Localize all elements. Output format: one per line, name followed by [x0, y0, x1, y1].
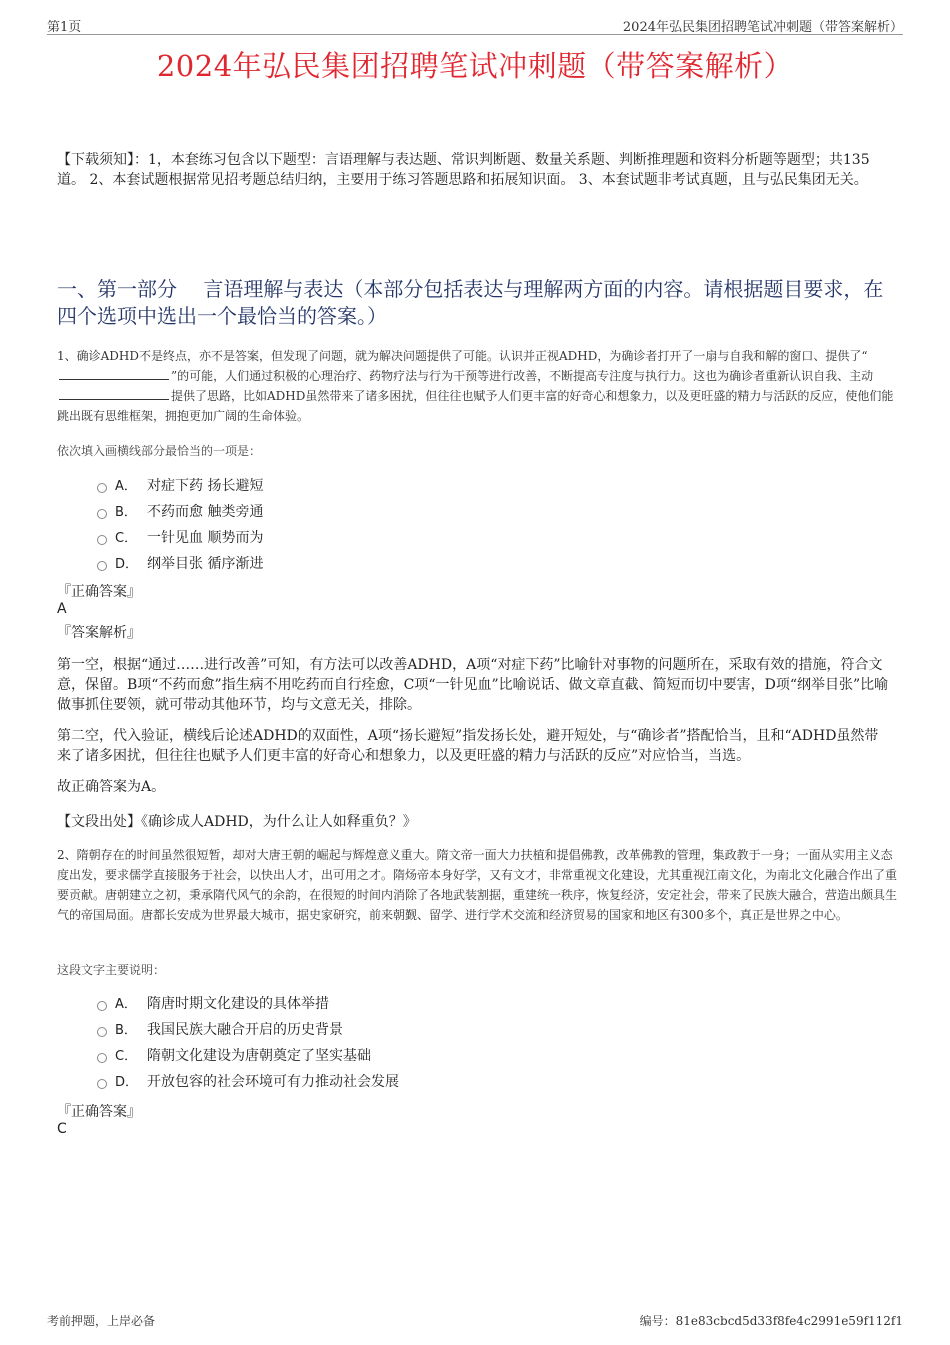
option-a[interactable]: A． 隋唐时期文化建设的具体举措	[97, 991, 399, 1017]
option-a[interactable]: A． 对症下药 扬长避短	[97, 473, 263, 499]
blank-line	[59, 367, 169, 380]
download-notice: 【下载须知】：1，本套练习包含以下题型：言语理解与表达题、常识判断题、数量关系题、判断推理题和资料分析题等题型；共135道。 2、本套试题根据常见招考题总结归纳，主要用于练习答题思路和拓展知识面。 3、本套试题非考试真题，且与弘民集团无关。	[57, 152, 870, 188]
analysis-label: 『答案解析』	[57, 625, 141, 641]
radio-icon[interactable]	[97, 1027, 107, 1037]
correct-answer-value: A	[57, 601, 67, 617]
page-footer	[47, 1312, 903, 1330]
question-2-options	[97, 991, 399, 1095]
question-2-prompt: 这段文字主要说明：	[57, 963, 166, 977]
option-d[interactable]: D． 开放包容的社会环境可有力推动社会发展	[97, 1069, 399, 1095]
analysis-paragraph-1: 第一空，根据“通过……进行改善”可知，有方法可以改善ADHD，A项“对症下药”比喻针对事物的问题所在，采取有效的措施，符合文意，保留。B项“不药而愈”指生病不用吃药而自行痊愈，C项“一针见血”比喻说话、做文章直截、简短而切中要害，D项“纲举目张”比喻做事抓住要领，就可带动其他环节，均与文意无关，排除。	[57, 657, 889, 713]
correct-answer-label: 『正确答案』	[57, 584, 141, 600]
correct-answer-label: 『正确答案』	[57, 1104, 141, 1120]
analysis-conclusion: 故正确答案为A。	[57, 779, 166, 795]
section-title: 一、第一部分 言语理解与表达（本部分包括表达与理解两方面的内容。请根据题目要求，在四个选项中选出一个最恰当的答案。）	[57, 277, 884, 328]
radio-icon[interactable]	[97, 1001, 107, 1011]
option-b[interactable]: B． 不药而愈 触类旁通	[97, 499, 263, 525]
correct-answer-value: C	[57, 1121, 67, 1137]
question-1-options	[97, 473, 263, 577]
radio-icon[interactable]	[97, 509, 107, 519]
radio-icon[interactable]	[97, 1079, 107, 1089]
header-doc-title: 2024年弘民集团招聘笔试冲刺题（带答案解析）	[622, 20, 903, 35]
document-title: 2024年弘民集团招聘笔试冲刺题（带答案解析）	[156, 49, 794, 83]
question-2-text: 2、隋朝存在的时间虽然很短暂，却对大唐王朝的崛起与辉煌意义重大。隋文帝一面大力扶植和提倡佛教，改革佛教的管理，集政教于一身；一面从实用主义态度出发，要求儒学直接服务于社会，以快出人才，出可用之才。隋炀帝本身好学，又有文才，非常重视文化建设，尤其重视江南文化，为南北文化融合作出了重要贡献。唐朝建立之初，秉承隋代风气的余韵，在很短的时间内消除了各地武装割据，重建统一秩序，恢复经济，安定社会，带来了民族大融合，营造出颇具生气的帝国局面。唐都长安成为世界最大城市，据史家研究，前来朝觐、留学、进行学术交流和经济贸易的国家和地区有300多个，真正是世界之中心。	[57, 848, 898, 922]
footer-slogan: 考前押题，上岸必备	[47, 1314, 156, 1328]
radio-icon[interactable]	[97, 483, 107, 493]
radio-icon[interactable]	[97, 561, 107, 571]
radio-icon[interactable]	[97, 1053, 107, 1063]
question-1-prompt: 依次填入画横线部分最恰当的一项是：	[57, 444, 262, 458]
page-header	[47, 14, 903, 35]
page-number: 第1页	[47, 20, 82, 35]
footer-serial-number: 编号：81e83cbcd5d33f8fe4c2991e59f112f1	[639, 1314, 903, 1328]
option-d[interactable]: D． 纲举目张 循序渐进	[97, 551, 263, 577]
blank-line	[59, 387, 169, 400]
option-c[interactable]: C． 隋朝文化建设为唐朝奠定了坚实基础	[97, 1043, 399, 1069]
option-c[interactable]: C． 一针见血 顺势而为	[97, 525, 263, 551]
option-b[interactable]: B． 我国民族大融合开启的历史背景	[97, 1017, 399, 1043]
question-1-text: 1、确诊ADHD不是终点，亦不是答案，但发现了问题，就为解决问题提供了可能。认识并正视ADHD，为确诊者打开了一扇与自我和解的窗口、提供了“”的可能，人们通过积极的心理治疗、药物疗法与行为干预等进行改善，不断提高专注度与执行力。这也为确诊者重新认识自我、主动提供了思路，比如ADHD虽然带来了诸多困扰，但往往也赋予人们更丰富的好奇心和想象力，以及更旺盛的精力与活跃的反应，使他们能跳出既有思维框架，拥抱更加广阔的生命体验。	[57, 349, 894, 423]
source-citation: 【文段出处】《确诊成人ADHD，为什么让人如释重负？》	[57, 814, 417, 830]
radio-icon[interactable]	[97, 535, 107, 545]
analysis-paragraph-2: 第二空，代入验证，横线后论述ADHD的双面性，A项“扬长避短”指发扬长处，避开短处，与“确诊者”搭配恰当，且和“ADHD虽然带来了诸多困扰，但往往也赋予人们更丰富的好奇心和想象力，以及更旺盛的精力与活跃的反应”对应恰当，当选。	[57, 728, 879, 764]
